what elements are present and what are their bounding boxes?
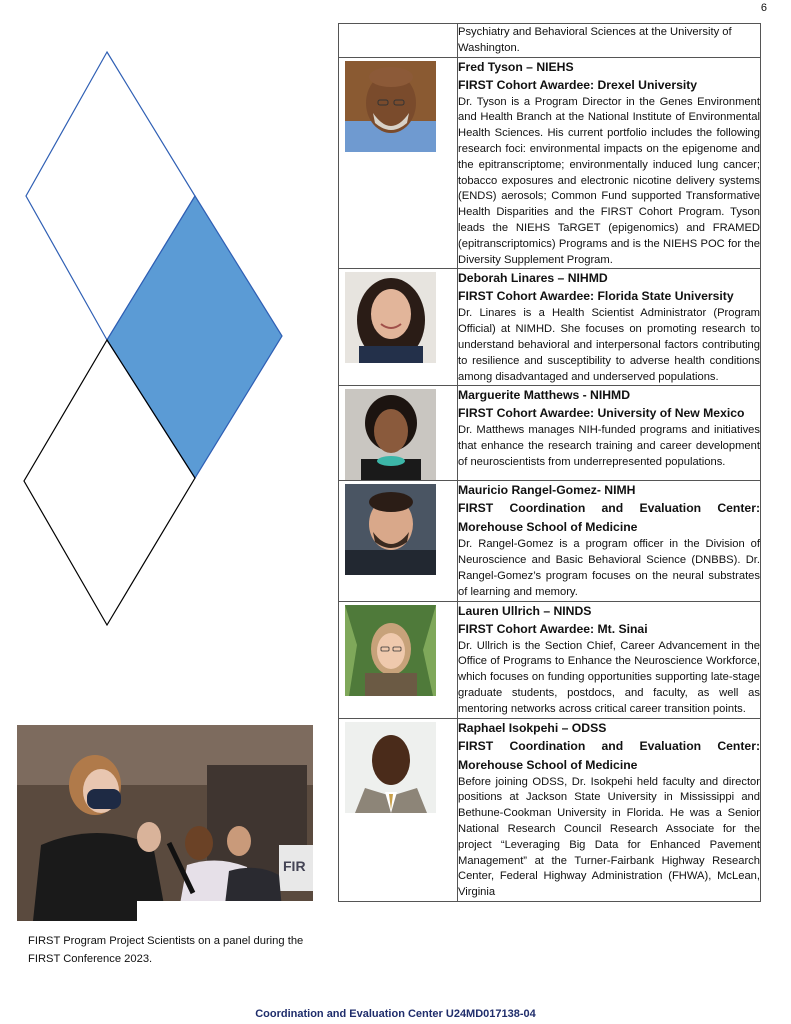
portrait-mauricio-rangel-gomez <box>345 484 436 575</box>
person-name: Mauricio Rangel-Gomez- NIMH <box>458 483 636 498</box>
continuation-row <box>339 24 761 58</box>
person-row <box>339 718 761 901</box>
person-award: FIRST Cohort Awardee: University of New Mexico <box>458 406 745 421</box>
filled-blue-diamond <box>107 196 282 478</box>
person-bio: Dr. Linares is a Health Scientist Administrator (Program Official) at NIMHD. She focuses on promoting research to understand behavioral and interpersonal factors contributing to resilience and susceptibility to adverse health conditions among disadvantaged and underserved populations. <box>458 307 760 383</box>
people-table <box>338 23 761 902</box>
person-name: Marguerite Matthews - NIHMD <box>458 388 630 403</box>
person-bio: Dr. Tyson is a Program Director in the Genes Environment and Health Branch at the National Institute of Environmental Health Sciences. His current portfolio includes the following research foci: environmental impacts on the epigenome and the epitranscriptome; environmentally induced lung cancer; tobacco exposures and electronic nicotine delivery systems (ENDS) aerosols; Common Fund supported Transformative Health Disparities and the FIRST Cohort Program. Tyson leads the NIEHS TaRGET (epigenomics) and FRAMED (epitranscriptomics) Programs and is the NIEHS POC for the Diversity Supplement Program. <box>458 95 760 266</box>
person-award: FIRST Coordination and Evaluation Center: Morehouse School of Medicine <box>458 501 760 535</box>
person-bio: Before joining ODSS, Dr. Isokpehi held faculty and director positions at Jackson State University in Mississippi and Bethune-Cookman University in Florida. He was a Senior National Research Council Research Associate for the project “Leveraging Big Data for Enhanced Pavement Management” at the Turner-Fairbank Highway Research Center, Federal Highway Administration (FHWA), McLean, Virginia <box>458 775 760 899</box>
portrait-lauren-ullrich <box>345 605 436 696</box>
portrait-raphael-isokpehi <box>345 722 436 813</box>
person-bio: Dr. Ullrich is the Section Chief, Career Advancement in the Office of Programs to Enhance the Neuroscience Workforce, which focuses on funding opportunities supporting late-stage graduate students, postdocs, and faculty, as well as mentoring networks across critical career transition points. <box>458 639 760 715</box>
banner-text: FIR <box>283 858 306 874</box>
person-row <box>339 386 761 481</box>
person-award: FIRST Cohort Awardee: Drexel University <box>458 77 698 92</box>
person-row <box>339 601 761 718</box>
person-bio: Dr. Rangel-Gomez is a program officer in the Division of Neuroscience and Basic Behavioral Science (DNBBS). Dr. Rangel-Gomez’s program focuses on the neural substrates of learning and memory. <box>458 538 760 598</box>
person-row <box>339 269 761 386</box>
person-award: FIRST Coordination and Evaluation Center: Morehouse School of Medicine <box>458 738 760 772</box>
person-name: Raphael Isokpehi – ODSS <box>458 720 607 735</box>
footer-text: Coordination and Evaluation Center U24MD017138-04 <box>255 1008 536 1020</box>
page-number: 6 <box>760 2 767 14</box>
photo-caption: FIRST Program Project Scientists on a panel during the FIRST Conference 2023. <box>28 935 304 965</box>
person-name: Fred Tyson – NIEHS <box>458 59 574 74</box>
person-row <box>339 481 761 601</box>
portrait-deborah-linares <box>345 272 436 363</box>
person-name: Lauren Ullrich – NINDS <box>458 603 592 618</box>
diamond-graphic <box>20 48 290 628</box>
person-award: FIRST Cohort Awardee: Florida State University <box>458 289 734 304</box>
portrait-marguerite-matthews <box>345 389 436 480</box>
person-row <box>339 57 761 269</box>
person-award: FIRST Cohort Awardee: Mt. Sinai <box>458 621 648 636</box>
conference-photo <box>17 725 313 921</box>
person-bio: Dr. Matthews manages NIH-funded programs and initiatives that enhance the research training and career development of neuroscientists from underrepresented populations. <box>458 424 760 468</box>
portrait-fred-tyson <box>345 61 436 152</box>
continuation-text: Psychiatry and Behavioral Sciences at the University of Washington. <box>458 26 732 54</box>
person-name: Deborah Linares – NIHMD <box>458 271 608 286</box>
